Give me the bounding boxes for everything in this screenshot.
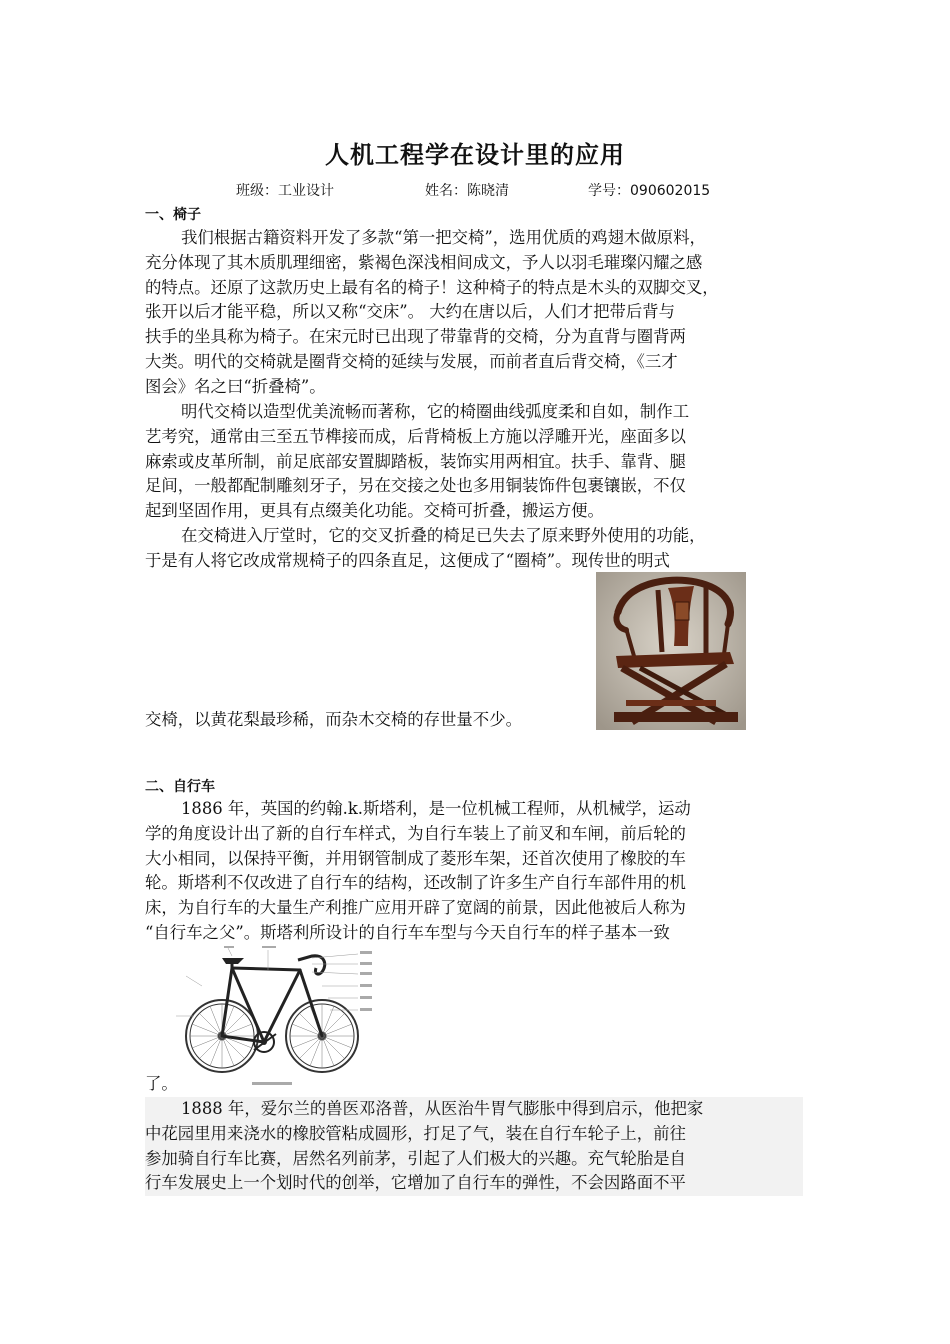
section-heading-bicycle: 二、自行车 <box>145 779 215 795</box>
text-line: 足间，一般都配制雕刻牙子，另在交接之处也多用铜装饰件包裹镶嵌，不仅 <box>145 476 686 496</box>
text-line: 明代交椅以造型优美流畅而著称，它的椅圈曲线弧度柔和自如，制作工 <box>181 402 690 421</box>
text-line: 张开以后才能平稳，所以又称“交床”。 大约在唐以后，人们才把带后背与 <box>145 302 676 322</box>
text-line: 1886 年，英国的约翰.k.斯塔利，是一位机械工程师，从机械学，运动 <box>181 799 691 818</box>
text-line: 起到坚固作用，更具有点缀美化功能。交椅可折叠，搬运方便。 <box>145 501 604 521</box>
section-heading-chair: 一、椅子 <box>145 207 201 223</box>
text-line: 大小相同，以保持平衡，并用钢管制成了菱形车架，还首次使用了橡胶的车 <box>145 848 686 868</box>
chair-paragraph-3-tail <box>145 708 809 733</box>
bicycle-paragraph-2 <box>145 1097 803 1196</box>
chair-paragraph-3 <box>145 524 809 574</box>
text-line: 了。 <box>145 1074 178 1093</box>
author-info <box>0 180 950 200</box>
text-line: 麻索或皮革所制，前足底部安置脚踏板，装饰实用两相宜。扶手、靠背、腿 <box>145 451 686 471</box>
text-line: 我们根据古籍资料开发了多款“第一把交椅”，选用优质的鸡翅木做原料， <box>181 228 706 247</box>
class-label: 班级：工业设计 <box>236 183 334 199</box>
text-line: 学的角度设计出了新的自行车样式，为自行车装上了前叉和车闸，前后轮的 <box>145 823 686 843</box>
folding-chair-image <box>596 572 746 730</box>
text-line: 于是有人将它改成常规椅子的四条直足，这便成了“圈椅”。现传世的明式 <box>145 550 670 570</box>
text-line: 图会》名之曰“折叠椅”。 <box>145 376 326 396</box>
text-line: “自行车之父”。斯塔利所设计的自行车车型与今天自行车的样子基本一致 <box>145 922 670 942</box>
bicycle-paragraph-1-tail <box>145 1072 809 1097</box>
text-line: 中花园里用来浇水的橡胶管粘成圆形，打足了气，装在自行车轮子上，前往 <box>145 1123 686 1143</box>
text-line: 大类。明代的交椅就是圈背交椅的延续与发展，而前者直后背交椅，《三才 <box>145 351 678 371</box>
text-line: 参加骑自行车比赛，居然名列前茅，引起了人们极大的兴趣。充气轮胎是自 <box>145 1148 686 1168</box>
name-label: 姓名：陈晓清 <box>425 183 509 199</box>
chair-paragraph-2 <box>145 400 809 524</box>
bicycle-diagram-image <box>172 946 378 1092</box>
text-line: 艺考究，通常由三至五节榫接而成，后背椅板上方施以浮雕开光，座面多以 <box>145 426 686 446</box>
chair-paragraph-1 <box>145 226 809 400</box>
text-line: 的特点。还原了这款历史上最有名的椅子！这种椅子的特点是木头的双脚交叉， <box>145 277 719 297</box>
text-line: 交椅，以黄花梨最珍稀，而杂木交椅的存世量不少。 <box>145 710 522 729</box>
text-line: 扶手的坐具称为椅子。在宋元时已出现了带靠背的交椅，分为直背与圈背两 <box>145 327 686 347</box>
page-title: 人机工程学在设计里的应用 <box>325 141 625 169</box>
text-line: 在交椅进入厅堂时，它的交叉折叠的椅足已失去了原来野外使用的功能， <box>181 526 706 545</box>
text-line: 行车发展史上一个划时代的创举，它增加了自行车的弹性，不会因路面不平 <box>145 1173 686 1193</box>
text-line: 1888 年，爱尔兰的兽医邓洛普，从医治牛胃气膨胀中得到启示，他把家 <box>181 1099 704 1118</box>
text-line: 轮。斯塔利不仅改进了自行车的结构，还改制了许多生产自行车部件用的机 <box>145 873 686 893</box>
text-line: 床，为自行车的大量生产利推广应用开辟了宽阔的前景，因此他被后人称为 <box>145 898 686 918</box>
student-id-label: 学号：090602015 <box>588 183 711 199</box>
text-line: 充分体现了其木质肌理细密，紫褐色深浅相间成文，予人以羽毛璀璨闪耀之感 <box>145 252 703 272</box>
bicycle-paragraph-1 <box>145 797 809 946</box>
